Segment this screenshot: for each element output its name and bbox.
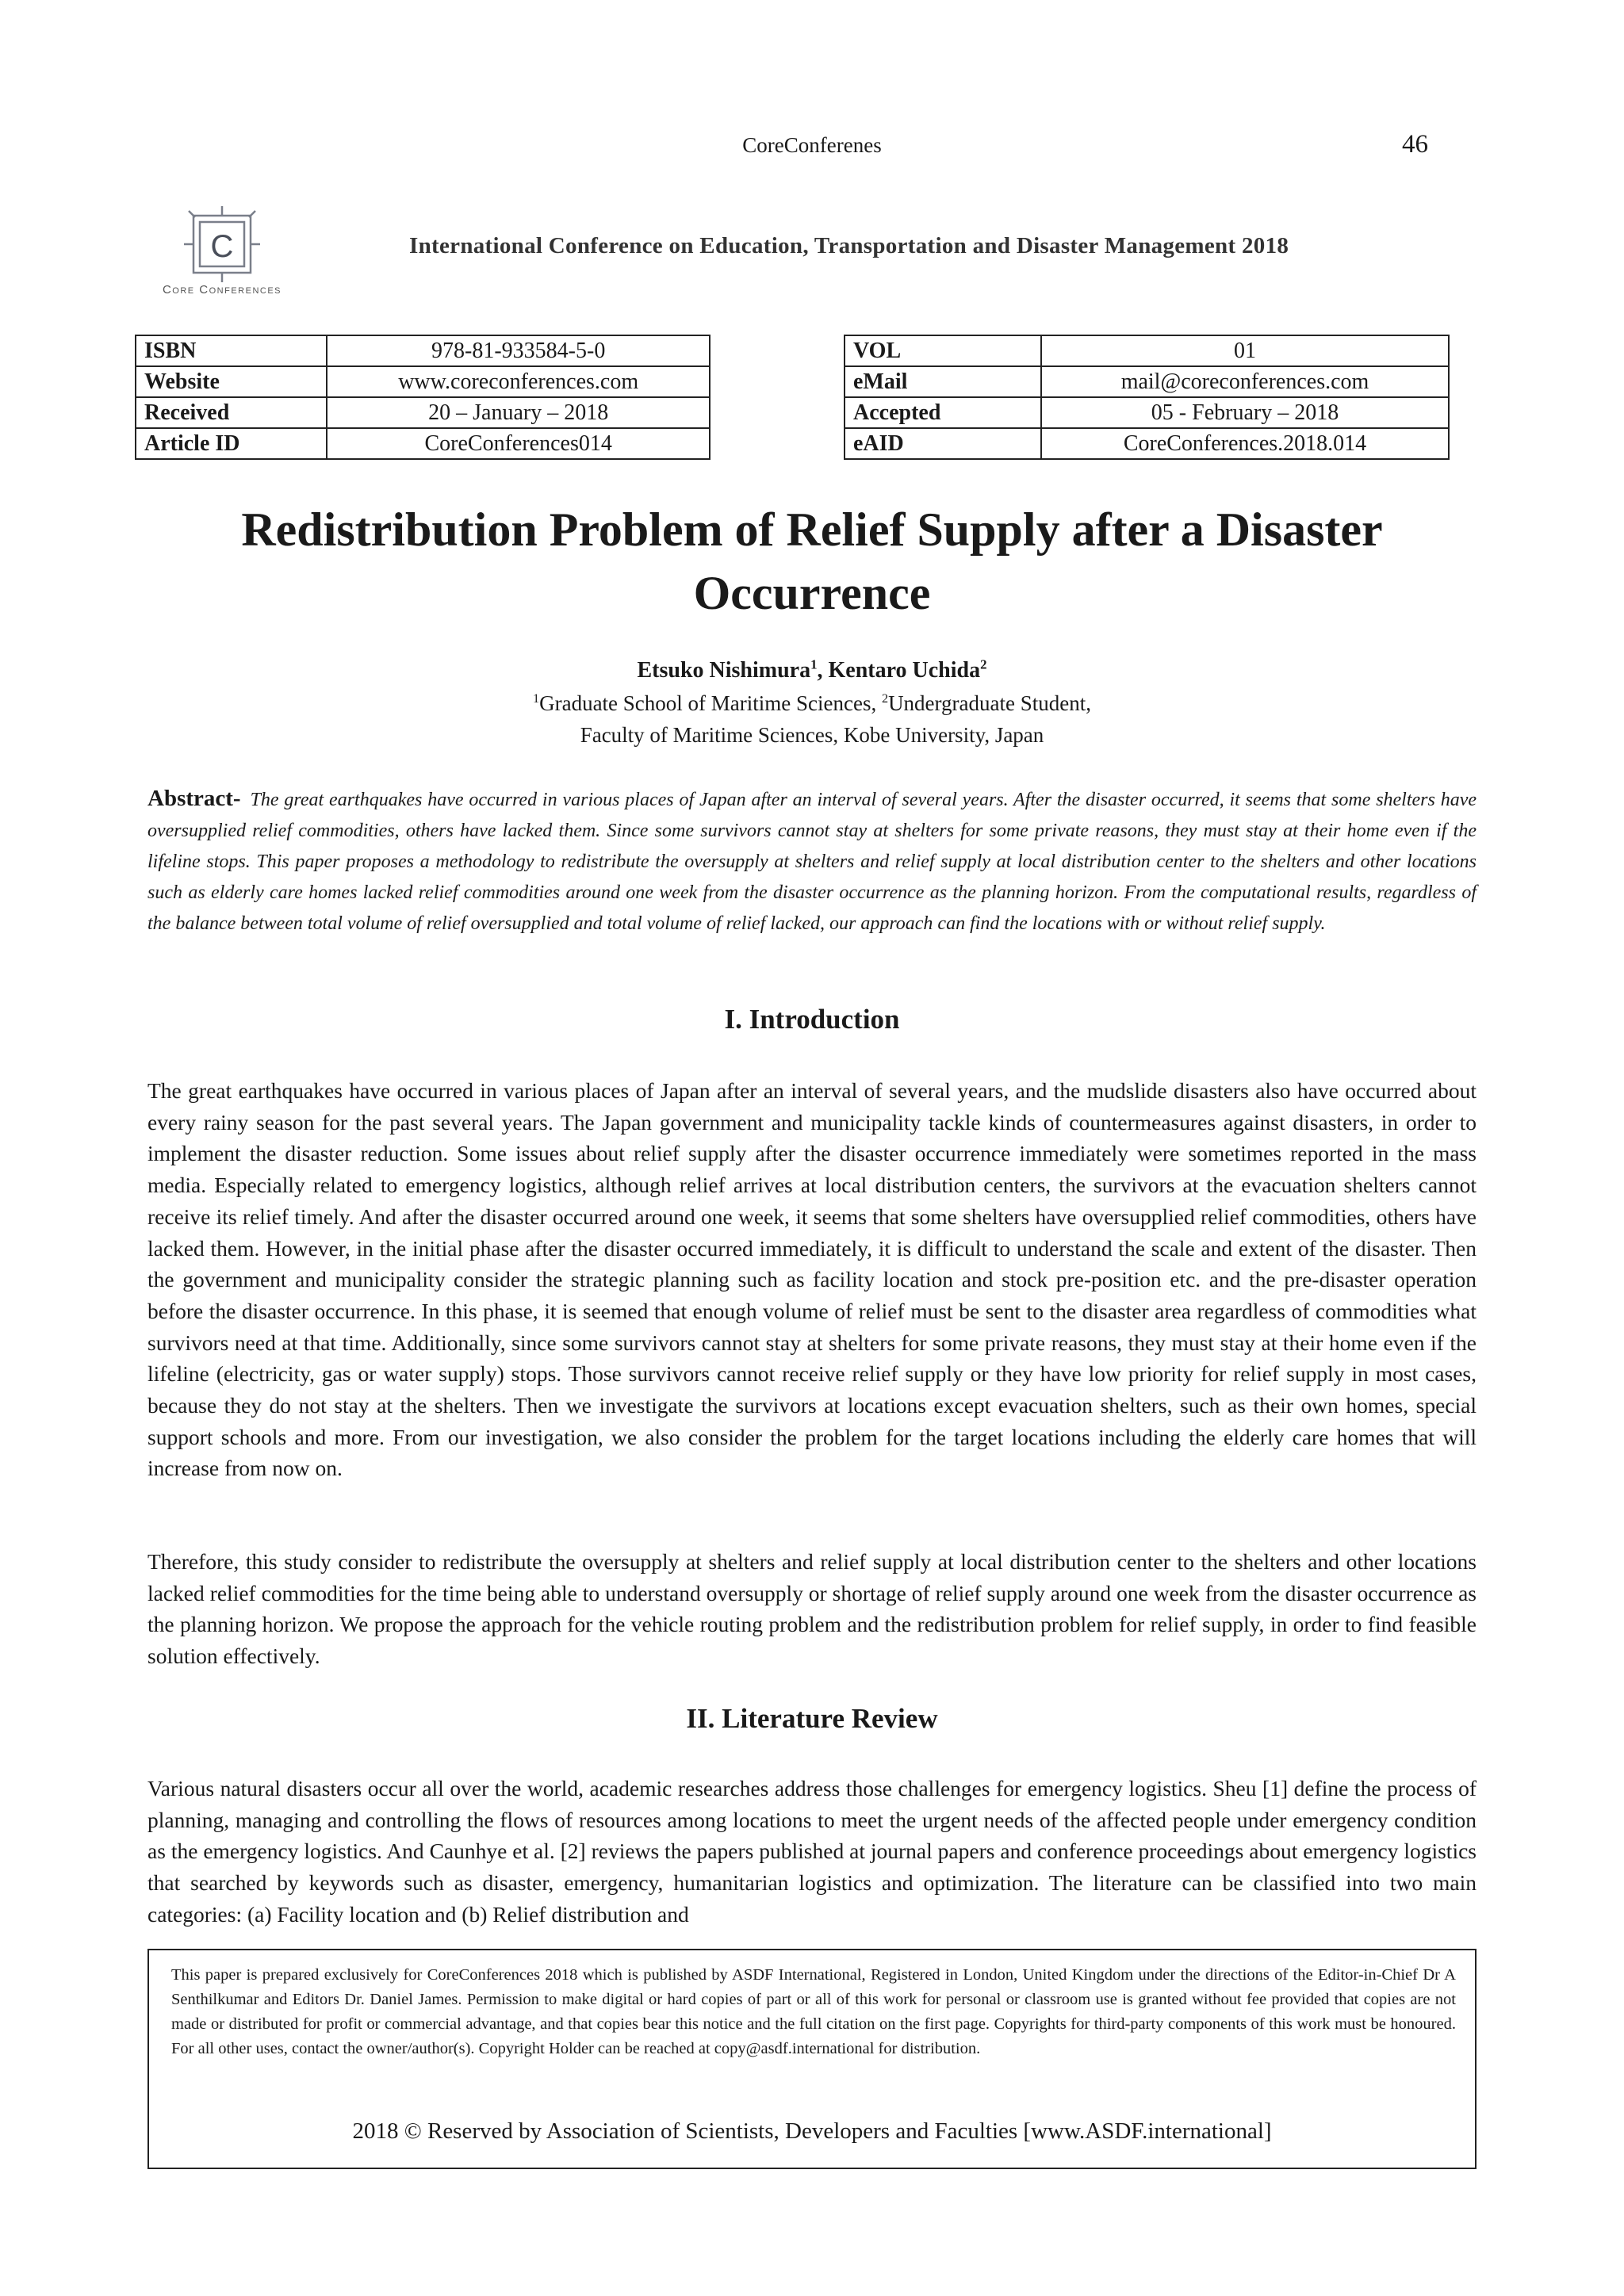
affiliation-line: Faculty of Maritime Sciences, Kobe University, Japan (580, 723, 1044, 747)
meta-row (845, 335, 1449, 366)
section-heading-literature-review: II. Literature Review (686, 1703, 938, 1734)
affiliation-mark: 1 (533, 691, 540, 706)
meta-value: 978-81-933584-5-0 (327, 335, 710, 366)
meta-row (845, 428, 1449, 459)
meta-row (136, 335, 710, 366)
copyright-notice: This paper is prepared exclusively for CoreConferences 2018 which is published by ASDF International, Registered in London, United Kingdom under the directions of the Editor-in-Chief Dr A Senthilkumar and Editors Dr. Daniel James. Permission to make digital or hard copies of part or all of this work for personal or classroom use is granted without fee provided that copies are not made or distributed for profit or commercial advantage, and that copies bear this notice and the full citation on the first page. Copyrights for third-party components of this work must be honoured. For all other uses, contact the owner/author(s). Copyright Holder can be reached at copy@asdf.international for distribution. (171, 1966, 1456, 2057)
meta-row (845, 397, 1449, 428)
body-paragraph: Therefore, this study consider to redistribute the oversupply at shelters and relief supply at local distribution center to the shelters and other locations lacked relief commodities for the time being able to understand oversupply or shortage of relief supply around one week from the disaster occurrence as the planning horizon. We propose the approach for the vehicle routing problem and the redistribution problem for relief supply, in order to find feasible solution effectively. (147, 1549, 1477, 1669)
meta-key: Received (136, 397, 327, 428)
meta-row (136, 428, 710, 459)
meta-key: VOL (845, 335, 1041, 366)
body-paragraph: Various natural disasters occur all over the world, academic researches address those challenges for emergency logistics. Sheu [1] define the process of planning, managing and controlling the flows of resources among locations to meet the urgent needs of the affected people under emergency condition as the emergency logistics. And Caunhye et al. [2] reviews the papers published at journal papers and conference proceedings about emergency logistics that searched by keywords such as disaster, emergency, humanitarian logistics and optimization. The literature can be classified into two main categories: (a) Facility location and (b) Relief distribution and (147, 1776, 1477, 1927)
logo-emblem-icon (143, 205, 301, 297)
author-affiliation-mark: 1 (810, 656, 818, 672)
paper-title: Redistribution Problem of Relief Supply after a Disaster Occurrence (241, 503, 1383, 619)
meta-key: eAID (845, 428, 1041, 459)
affiliation-text: Graduate School of Maritime Sciences, (539, 691, 882, 715)
abstract-text: The great earthquakes have occurred in various places of Japan after an interval of several years. After the disaster occurred, it seems that some shelters have oversupplied relief commodities, others have lacked them. Since some survivors cannot stay at shelters for some private reasons, they must stay at their home even if the lifeline stops. This paper proposes a methodology to redistribute the oversupply at shelters and relief supply at local distribution center to the shelters and other locations such as elderly care homes lacked relief commodities around one week from the disaster occurrence as the planning horizon. From the computational results, regardless of the balance between total volume of relief oversupplied and total volume of relief lacked, our approach can find the locations with or without relief supply. (147, 790, 1477, 934)
affiliation-text: Undergraduate Student, (888, 691, 1091, 715)
meta-key: eMail (845, 366, 1041, 397)
meta-key: ISBN (136, 335, 327, 366)
core-conferences-logo (143, 205, 301, 297)
article-meta-table-right (844, 335, 1450, 460)
meta-row (845, 366, 1449, 397)
copyright-line: 2018 © Reserved by Association of Scientists, Developers and Faculties [www.ASDF.international] (352, 2118, 1272, 2144)
affiliation-mark: 2 (881, 691, 889, 706)
meta-row (136, 366, 710, 397)
author-name: Kentaro Uchida (828, 658, 981, 683)
meta-value: 01 (1041, 335, 1449, 366)
logo-letter: C (210, 229, 234, 264)
meta-value: 05 - February – 2018 (1041, 397, 1449, 428)
page-number: 46 (1402, 130, 1428, 159)
meta-value: CoreConferences.2018.014 (1041, 428, 1449, 459)
abstract (147, 783, 1477, 939)
meta-key: Website (136, 366, 327, 397)
body-paragraph: The great earthquakes have occurred in various places of Japan after an interval of several years, and the mudslide disasters also have occurred about every rainy season for the past several years. The Japan government and municipality tackle kinds of countermeasures against disasters, in order to implement the disaster reduction. Some issues about relief supply after the disaster occurrence immediately were sometimes reported in the mass media. Especially related to emergency logistics, although relief arrives at local distribution centers, the survivors at the evacuation shelters cannot receive its relief timely. And after the disaster occurred around one week, it seems that some shelters have oversupplied relief commodities, others have lacked them. However, in the initial phase after the disaster occurred immediately, it is difficult to understand the scale and extent of the disaster. Then the government and municipality consider the strategic planning such as facility location and stock pre-position etc. and the pre-disaster operation before the disaster occurrence. In this phase, it is seemed that enough volume of relief must be sent to the disaster area regardless of commodities what survivors need at that time. Additionally, since some survivors cannot stay at shelters for some private reasons, they must stay at their home even if the lifeline (electricity, gas or water supply) stops. Those survivors cannot receive relief supply or they have low priority for relief supply in most cases, because they do not stay at the shelters. Then we investigate the survivors at locations except evacuation shelters, such as their own homes, special support schools and more. From our investigation, we also consider the problem for the target locations including the elderly care homes that will increase from now on. (147, 1078, 1477, 1481)
affiliation-line (0, 691, 1624, 716)
author-name: Etsuko Nishimura (637, 658, 811, 683)
section-heading-introduction: I. Introduction (724, 1004, 900, 1035)
meta-key: Article ID (136, 428, 327, 459)
author-affiliation-mark: 2 (980, 656, 987, 672)
author-list (0, 658, 1624, 683)
meta-value: CoreConferences014 (327, 428, 710, 459)
meta-value: mail@coreconferences.com (1041, 366, 1449, 397)
meta-value: 20 – January – 2018 (327, 397, 710, 428)
conference-title: International Conference on Education, Transportation and Disaster Management 2018 (409, 233, 1289, 258)
logo-wordmark: Core Conferences (162, 283, 282, 297)
copyright-footer-box (147, 1949, 1477, 2169)
abstract-label: Abstract- (147, 786, 241, 811)
meta-row (136, 397, 710, 428)
meta-value: www.coreconferences.com (327, 366, 710, 397)
running-head: CoreConferenes (742, 133, 882, 157)
article-meta-table-left (135, 335, 710, 460)
author-separator: , (817, 658, 829, 683)
meta-key: Accepted (845, 397, 1041, 428)
